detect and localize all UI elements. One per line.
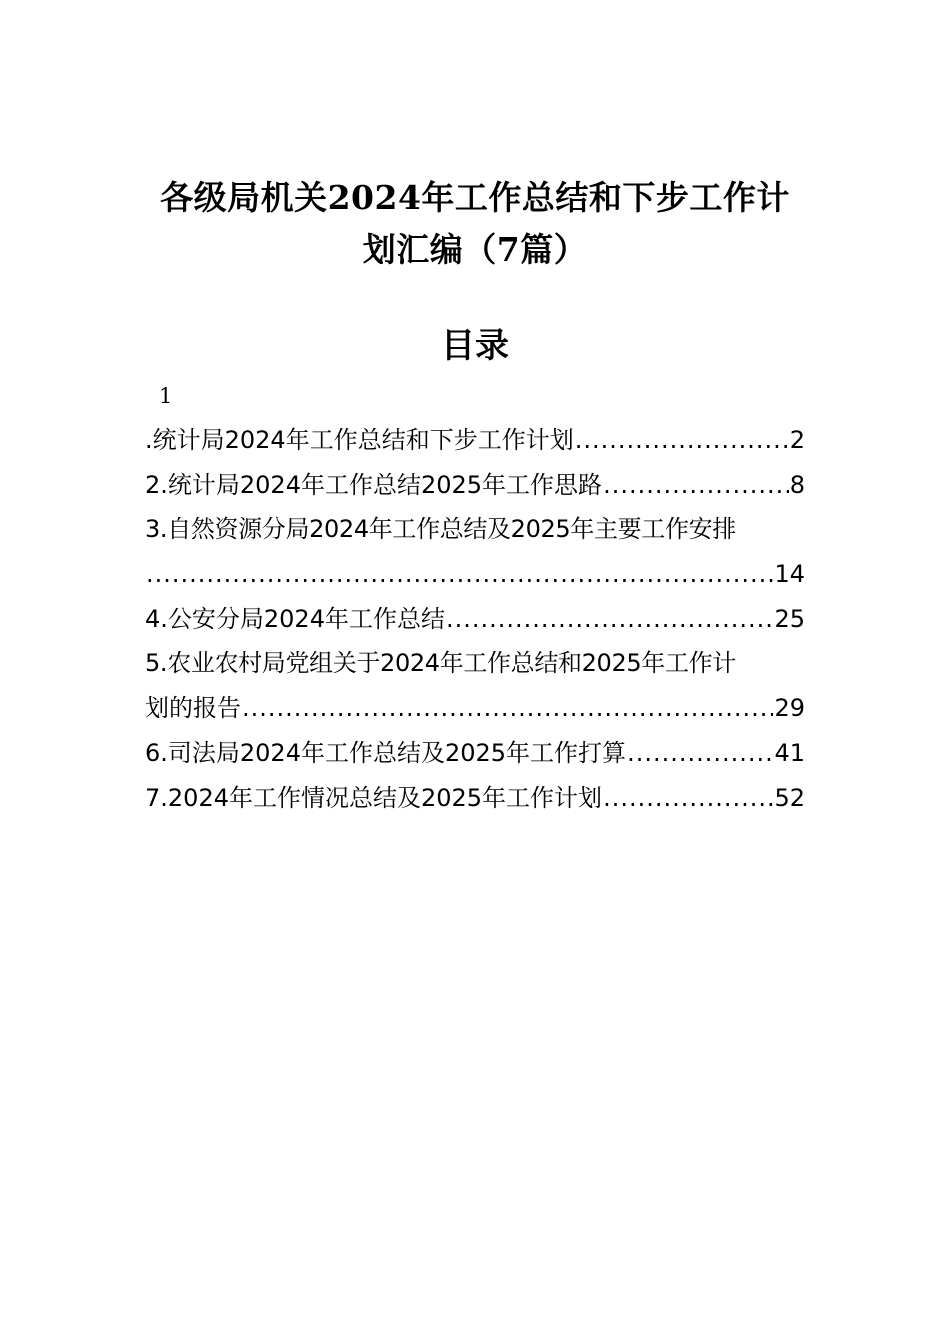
toc-leader-dots [242, 686, 773, 731]
toc-entry-7[interactable] [145, 776, 805, 821]
toc-entry-page: 8 [789, 470, 805, 499]
toc-entry-page: 29 [774, 694, 805, 723]
toc-heading: 目录 [441, 326, 509, 366]
toc-leader-dots [446, 597, 773, 642]
toc-entry-3[interactable] [145, 507, 805, 552]
toc-entry-page: 52 [774, 783, 805, 812]
toc-leader-dots [146, 552, 773, 597]
toc-entry-2[interactable] [145, 463, 805, 508]
toc-entry-1[interactable] [145, 418, 805, 463]
toc-leader-dots [627, 731, 773, 776]
toc-entry-page: 25 [774, 604, 805, 633]
toc-entry-title: 4.公安分局2024年工作总结 [145, 604, 445, 633]
toc-entry-5[interactable] [145, 641, 805, 686]
table-of-contents [145, 418, 805, 820]
toc-entry-title: 2.统计局2024年工作总结2025年工作思路 [145, 470, 603, 499]
document-title [145, 172, 805, 276]
document-title-line-2: 划汇编（7篇） [362, 230, 588, 269]
toc-entry-page: 14 [774, 560, 805, 589]
toc-entry-title: 7.2024年工作情况总结及2025年工作计划 [145, 783, 603, 812]
toc-leader-dots [603, 463, 789, 508]
document-title-line-1: 各级局机关2024年工作总结和下步工作计 [160, 178, 790, 217]
toc-entry-6[interactable] [145, 731, 805, 776]
toc-entry-5-continuation[interactable] [145, 686, 805, 731]
toc-entry-title: 6.司法局2024年工作总结及2025年工作打算 [145, 738, 627, 767]
toc-entry-page: 2 [789, 426, 805, 454]
toc-entry-page: 41 [774, 738, 805, 767]
toc-entry-title-continuation: 划的报告 [145, 694, 241, 723]
toc-leader-dots [603, 776, 773, 821]
toc-entry-title: .统计局2024年工作总结和下步工作计划 [145, 426, 574, 454]
toc-entry-4[interactable] [145, 597, 805, 642]
toc-entry-title: 3.自然资源分局2024年工作总结及2025年主要工作安排 [145, 515, 736, 544]
toc-stray-number: 1 [159, 384, 173, 408]
toc-entry-title: 5.农业农村局党组关于2024年工作总结和2025年工作计 [145, 649, 736, 678]
toc-entry-3-continuation[interactable] [145, 552, 805, 597]
toc-leader-dots [575, 418, 789, 463]
